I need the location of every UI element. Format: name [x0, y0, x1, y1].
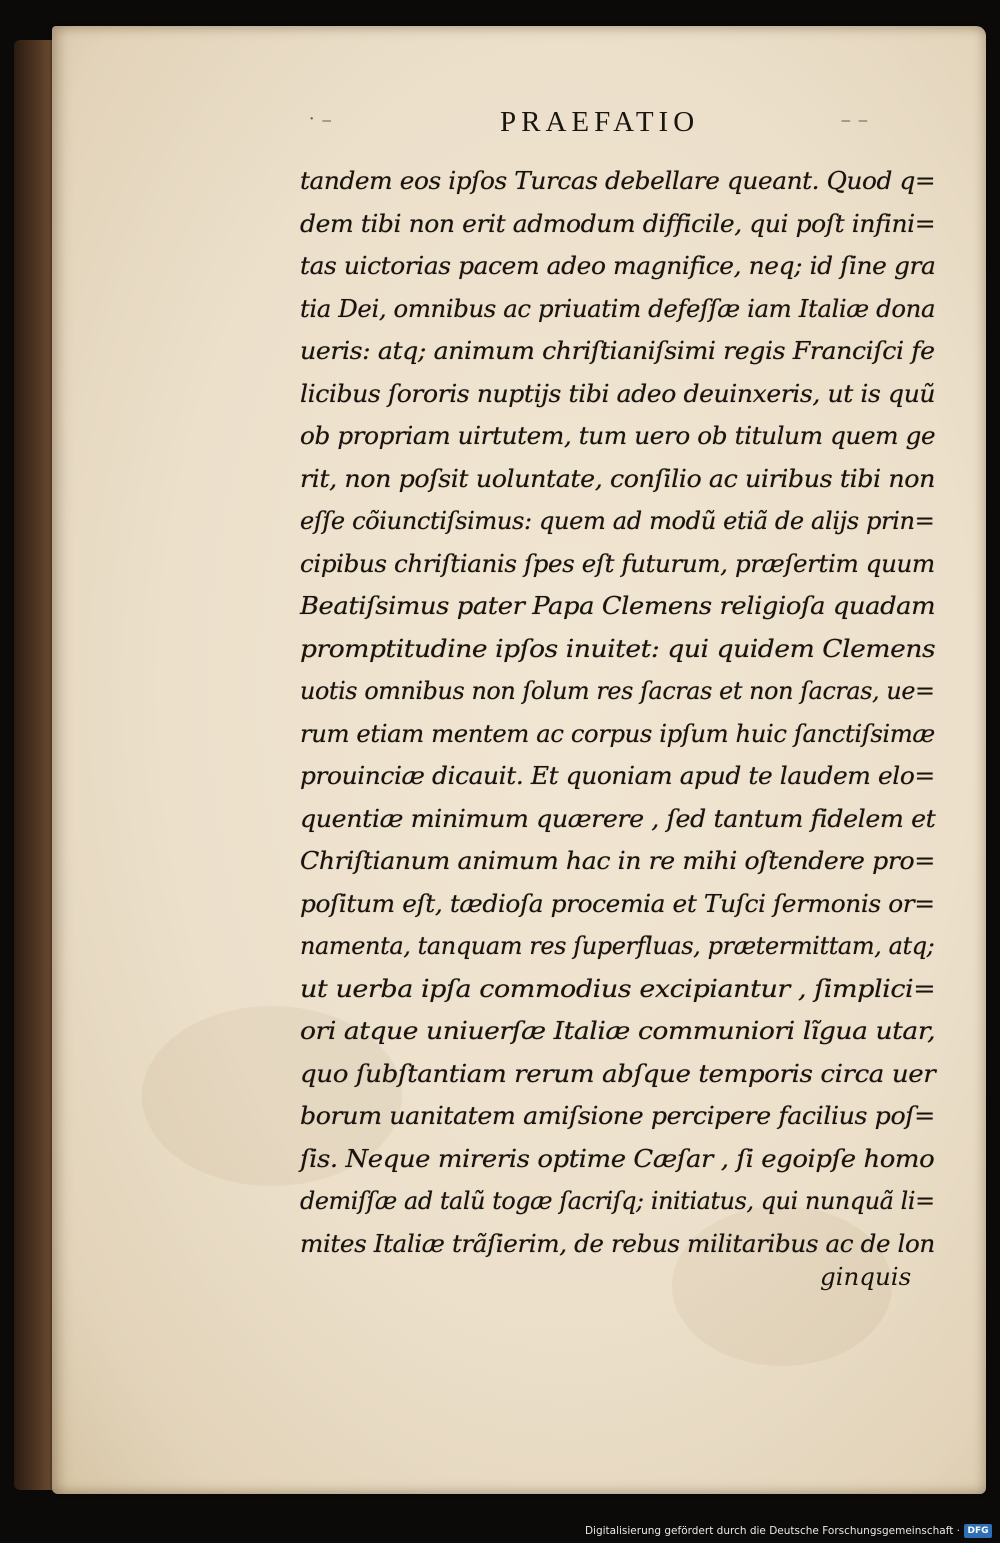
dfg-logo: DFG	[964, 1524, 992, 1538]
text-line: ſis. Neque mireris optime Cæſar , ſi egoipſe homo	[300, 1143, 935, 1173]
running-head: PRAEFATIO	[500, 106, 700, 138]
text-line: borum uanitatem amiſsione percipere facilius poſ=	[300, 1101, 935, 1130]
text-line: prouinciæ dicauit. Et quoniam apud te laudem elo=	[300, 761, 935, 790]
text-line: ut uerba ipſa commodius excipiantur , ſimplici=	[300, 973, 936, 1003]
text-line: ueris: atq; animum chriſtianiſsimi regis Franciſci fe	[300, 336, 935, 365]
funding-notice: Digitalisierung gefördert durch die Deutsche Forschungsgemeinschaft ·	[584, 1525, 960, 1537]
text-line: ori atque uniuerſæ Italiæ communiori lĩgua utar,	[300, 1016, 936, 1045]
catchword: ginquis	[820, 1262, 912, 1291]
ornament-mark: ˙ ⁻	[308, 112, 333, 137]
text-line: rit, non poſsit uoluntate, conſilio ac uiribus tibi non	[300, 463, 935, 493]
ornament-mark: ⁻ ⁻	[840, 112, 869, 137]
text-line: tia Dei, omnibus ac priuatim defeſſæ iam Italiæ dona	[300, 293, 936, 323]
text-line: eſſe cõiunctiſsimus: quem ad modũ etiã de alijs prin=	[300, 506, 935, 535]
text-line: demiſſæ ad talũ togæ ſacriſq; initiatus, qui nunquã li=	[300, 1186, 935, 1215]
text-line: ob propriam uirtutem, tum uero ob titulum quem ge	[300, 421, 936, 450]
text-line: uotis omnibus non ſolum res ſacras et non ſacras, ue=	[300, 676, 935, 705]
text-line: rum etiam mentem ac corpus ipſum huic ſanctiſsimæ	[300, 718, 935, 748]
text-line: promptitudine ipſos inuitet: qui quidem Clemens	[300, 633, 936, 663]
text-line: cipibus chriſtianis ſpes eſt futurum, præſertim quum	[300, 548, 935, 578]
text-line: poſitum eſt, tædioſa procemia et Tuſci ſermonis or=	[300, 888, 935, 918]
text-line: quo ſubſtantiam rerum abſque temporis circa uer	[300, 1058, 936, 1088]
text-line: quentiæ minimum quærere , ſed tantum fidelem et	[300, 803, 936, 833]
body-text	[300, 160, 940, 1265]
text-line: dem tibi non erit admodum difficile, qui poſt infini=	[300, 208, 936, 238]
text-line: tandem eos ipſos Turcas debellare queant. Quod q=	[300, 166, 936, 195]
text-line: licibus ſororis nuptijs tibi adeo deuinxeris, ut is quũ	[300, 378, 936, 408]
text-line: mites Italiæ trãſierim, de rebus militaribus ac de lon	[300, 1228, 935, 1258]
text-line: Chriſtianum animum hac in re mihi oſtendere pro=	[300, 846, 935, 875]
text-line: namenta, tanquam res ſuperfluas, prætermittam, atq;	[300, 931, 935, 960]
text-line: Beatiſsimus pater Papa Clemens religioſa quadam	[300, 591, 936, 620]
text-line: tas uictorias pacem adeo magnifice, neq; id ſine gra	[300, 251, 936, 280]
